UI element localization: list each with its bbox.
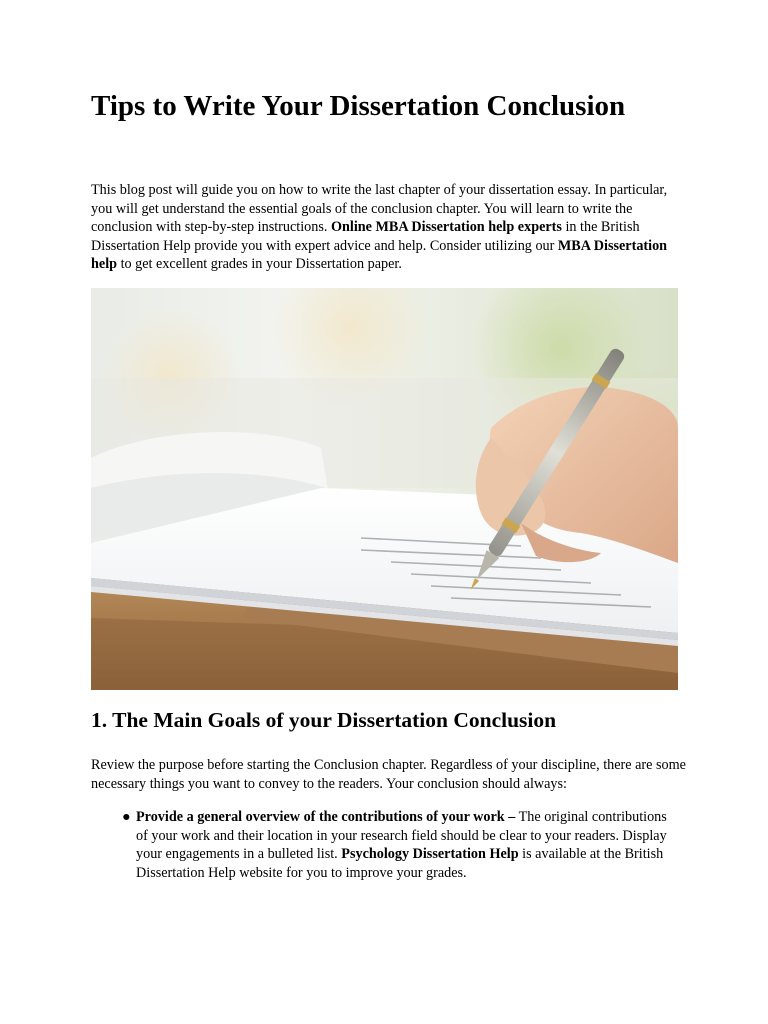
- bullet-text-2: is available at the British Dissertation Help website for you to improve your grades.: [136, 846, 664, 881]
- psychology-dissertation-help-link[interactable]: Psychology Dissertation Help: [341, 846, 519, 862]
- mba-dissertation-help-link[interactable]: MBA Dissertation help: [91, 237, 668, 272]
- list-item: [122, 808, 682, 882]
- goals-bullet-list: [122, 808, 682, 882]
- bullet-lead: Provide a general overview of the contributions of your work –: [136, 809, 516, 825]
- intro-paragraph: [91, 181, 686, 274]
- bullet-text-1: The original contributions of your work and their location in your research field should be clear to your readers. Display your engagements in a bulleted list.: [136, 809, 667, 862]
- section-heading: 1. The Main Goals of your Dissertation Conclusion: [91, 708, 557, 732]
- online-mba-help-link[interactable]: Online MBA Dissertation help experts: [330, 219, 562, 235]
- intro-text-3: to get excellent grades in your Dissertation paper.: [117, 256, 402, 272]
- hand-writing-with-pen-photo: [91, 288, 678, 690]
- intro-text-1: This blog post will guide you on how to write the last chapter of your dissertation essay. In particular, you will get understand the essential goals of the conclusion chapter. You will learn to write the conclusion with step-by-step instructions.: [91, 182, 668, 235]
- article-title: Tips to Write Your Dissertation Conclusion: [91, 90, 626, 122]
- bullet-icon: ●: [122, 809, 131, 825]
- section-paragraph: Review the purpose before starting the Conclusion chapter. Regardless of your discipline, there are some necessary things you want to convey to the readers. Your conclusion should always:: [91, 757, 686, 792]
- hero-image: [91, 288, 678, 690]
- intro-text-2: in the British Dissertation Help provide you with expert advice and help. Consider utilizing our: [91, 219, 640, 254]
